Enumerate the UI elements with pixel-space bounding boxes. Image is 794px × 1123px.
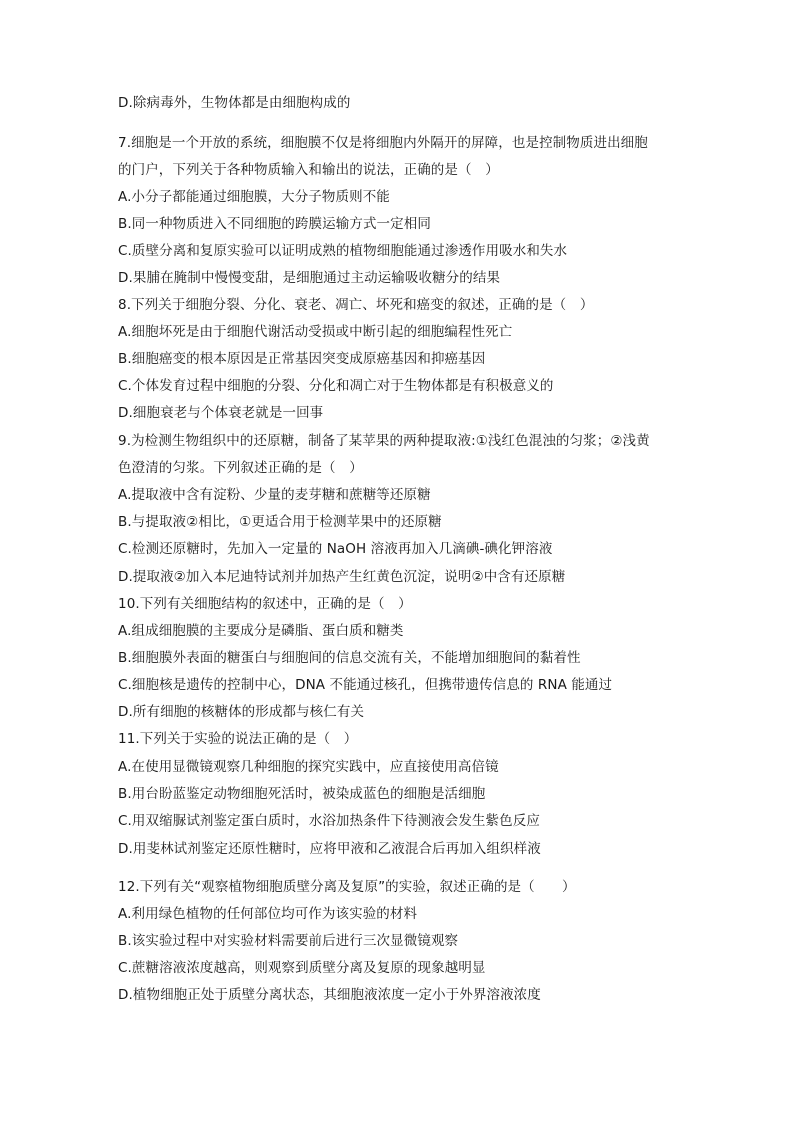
option-c: C.蔗糖溶液浓度越高，则观察到质壁分离及复原的现象越明显 (118, 960, 486, 976)
option-b: B.细胞癌变的根本原因是正常基因突变成原癌基因和抑癌基因 (118, 351, 486, 367)
option-b: B.与提取液②相比，①更适合用于检测苹果中的还原糖 (118, 514, 442, 530)
question-7-stem: 7.细胞是一个开放的系统，细胞膜不仅是将细胞内外隔开的屏障，也是控制物质进出细胞 (118, 135, 648, 151)
option-c: C.检测还原糖时，先加入一定量的 NaOH 溶液再加入几滴碘-碘化钾溶液 (118, 541, 553, 557)
option-a: A.在使用显微镜观察几种细胞的探究实践中，应直接使用高倍镜 (118, 759, 499, 775)
option-a: A.利用绿色植物的任何部位均可作为该实验的材料 (118, 906, 418, 922)
question-9-stem: 9.为检测生物组织中的还原糖，制备了某苹果的两种提取液:①浅红色混浊的匀浆；②浅黄 (118, 433, 650, 449)
option-b: B.同一种物质进入不同细胞的跨膜运输方式一定相同 (118, 216, 431, 232)
question-8-stem: 8.下列关于细胞分裂、分化、衰老、凋亡、坏死和癌变的叙述，正确的是（ ） (118, 297, 594, 313)
option-b: B.细胞膜外表面的糖蛋白与细胞间的信息交流有关，不能增加细胞间的黏着性 (118, 650, 581, 666)
option-a: A.提取液中含有淀粉、少量的麦芽糖和蔗糖等还原糖 (118, 487, 431, 503)
option-d: D.提取液②加入本尼迪特试剂并加热产生红黄色沉淀，说明②中含有还原糖 (118, 569, 566, 585)
option-c: C.个体发育过程中细胞的分裂、分化和凋亡对于生物体都是有积极意义的 (118, 378, 554, 394)
option-a: A.小分子都能通过细胞膜，大分子物质则不能 (118, 189, 390, 205)
option-d: D.所有细胞的核糖体的形成都与核仁有关 (118, 704, 365, 720)
text-line: D.除病毒外，生物体都是由细胞构成的 (118, 95, 351, 111)
question-7-stem-cont: 的门户，下列关于各种物质输入和输出的说法，正确的是（ ） (118, 162, 499, 178)
option-d: D.细胞衰老与个体衰老就是一回事 (118, 405, 324, 421)
option-c: C.细胞核是遗传的控制中心，DNA 不能通过核孔，但携带遗传信息的 RNA 能通过 (118, 677, 613, 693)
option-c: C.质壁分离和复原实验可以证明成熟的植物细胞能通过渗透作用吸水和失水 (118, 243, 568, 259)
option-c: C.用双缩脲试剂鉴定蛋白质时，水浴加热条件下待测液会发生紫色反应 (118, 813, 540, 829)
option-b: B.用台盼蓝鉴定动物细胞死活时，被染成蓝色的细胞是活细胞 (118, 786, 486, 802)
option-d: D.用斐林试剂鉴定还原性糖时，应将甲液和乙液混合后再加入组织样液 (118, 841, 541, 857)
option-d: D.植物细胞正处于质壁分离状态，其细胞液浓度一定小于外界溶液浓度 (118, 987, 541, 1003)
option-d: D.果脯在腌制中慢慢变甜，是细胞通过主动运输吸收糖分的结果 (118, 270, 501, 286)
question-11-stem: 11.下列关于实验的说法正确的是（ ） (118, 731, 358, 747)
option-a: A.细胞坏死是由于细胞代谢活动受损或中断引起的细胞编程性死亡 (118, 324, 513, 340)
option-b: B.该实验过程中对实验材料需要前后进行三次显微镜观察 (118, 933, 459, 949)
question-10-stem: 10.下列有关细胞结构的叙述中，正确的是（ ） (118, 596, 412, 612)
question-12-stem: 12.下列有关“观察植物细胞质壁分离及复原”的实验，叙述正确的是（ ） (118, 879, 576, 895)
question-9-stem-cont: 色澄清的匀浆。下列叙述正确的是（ ） (118, 460, 363, 476)
option-a: A.组成细胞膜的主要成分是磷脂、蛋白质和糖类 (118, 623, 404, 639)
